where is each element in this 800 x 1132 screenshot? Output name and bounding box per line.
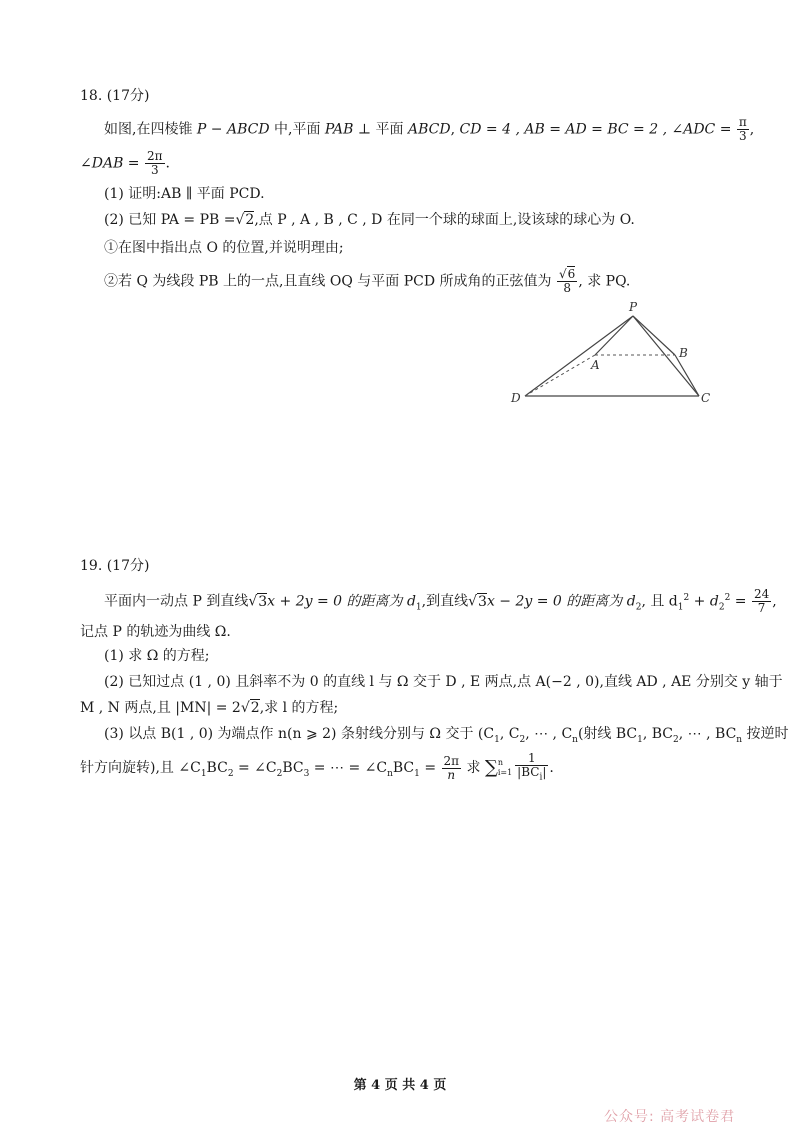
label-c: C: [701, 391, 711, 405]
q18-part2-i: ①在图中指出点 O 的位置,并说明理由;: [104, 240, 344, 256]
fraction-24-over-7: $\frac{24}{7}$: [753, 587, 770, 616]
edge-bc: [675, 355, 699, 396]
q19-part3-line2: 针方向旋转),且 $\angle C_1BC_2$ = $\angle C_2BC_3$ = ⋯ = $\angle C_nBC_1$ = $\frac{2\pi}{n}$ 求 ∑n i=1 $\frac{1}{|BC_i|}$ .: [80, 751, 554, 783]
edge-pa: [595, 316, 633, 355]
edge-dp: [525, 316, 633, 396]
edge-pb: [633, 316, 675, 355]
fraction-2pi-over-n: $\frac{2\pi}{n}$: [443, 753, 460, 782]
label-p: P: [629, 300, 638, 314]
watermark: 公众号: 高考试卷君: [604, 1109, 736, 1125]
summation-symbol: ∑: [484, 757, 498, 779]
q19-part2-line1: (2) 已知过点 (1 , 0) 且斜率不为 0 的直线 l 与 Ω 交于 D , E 两点,点 A(−2 , 0),直线 AD , AE 分别交 y 轴于: [104, 674, 783, 690]
pyramid-figure: [505, 300, 715, 410]
fraction-1-over-bci: $\frac{1}{|BC_i|}$: [517, 751, 547, 783]
summation-limits: n i=1: [497, 758, 513, 778]
q18-stem-line2: ∠DAB = $\frac{2\pi}{3}$ .: [80, 149, 170, 177]
q18-part2: (2) 已知 PA = PB =√2,点 P , A , B , C , D 在同一个球的球面上,设该球的球心为 O.: [104, 212, 635, 228]
q19-header: 19. (17分): [80, 558, 150, 574]
q19-part1: (1) 求 Ω 的方程;: [104, 648, 210, 664]
label-a: A: [591, 358, 600, 372]
edge-da-hidden: [525, 355, 595, 396]
page-footer: 第 4 页 共 4 页: [353, 1078, 447, 1093]
q18-stem-line1: 如图,在四棱锥 P − ABCD 中,平面 PAB ⊥ 平面 ABCD, CD = 4 , AB = AD = BC = 2 , ∠ADC = $\frac{\pi}{3}$ ,: [104, 115, 755, 143]
q19-stem-line1: 平面内一动点 P 到直线√3x + 2y = 0 的距离为 $d_1$,到直线√3x − 2y = 0 的距离为 $d_2$, 且 $d_1^2 + d_2^2$ = $\frac{24}{7}$ ,: [104, 587, 777, 616]
fraction-sqrt6-over-8: $\frac{√6}{8}$: [559, 267, 576, 295]
edge-pc: [633, 316, 699, 396]
q18-part2-ii: ②若 Q 为线段 PB 上的一点,且直线 OQ 与平面 PCD 所成角的正弦值为 $\frac{√6}{8}$ , 求 PQ.: [104, 267, 631, 295]
q18-part1: (1) 证明:AB ∥ 平面 PCD.: [104, 186, 265, 202]
fraction-pi-over-3: $\frac{\pi}{3}$: [738, 115, 747, 143]
q19-part3-line1: (3) 以点 B(1 , 0) 为端点作 n(n ⩾ 2) 条射线分别与 Ω 交于 ($C_1$, $C_2$, ⋯ , $C_n$(射线 $BC_1$, $BC_2$, ⋯ , $BC_n$ 按逆时: [104, 726, 789, 745]
q18-header: 18. (17分): [80, 88, 150, 104]
label-d: D: [511, 391, 521, 405]
fraction-2pi-over-3: $\frac{2\pi}{3}$: [147, 149, 163, 177]
q19-part2-line2: M , N 两点,且 |MN| = 2√2,求 l 的方程;: [80, 700, 339, 716]
label-b: B: [679, 346, 688, 360]
q19-stem-line2: 记点 P 的轨迹为曲线 Ω.: [80, 624, 231, 640]
